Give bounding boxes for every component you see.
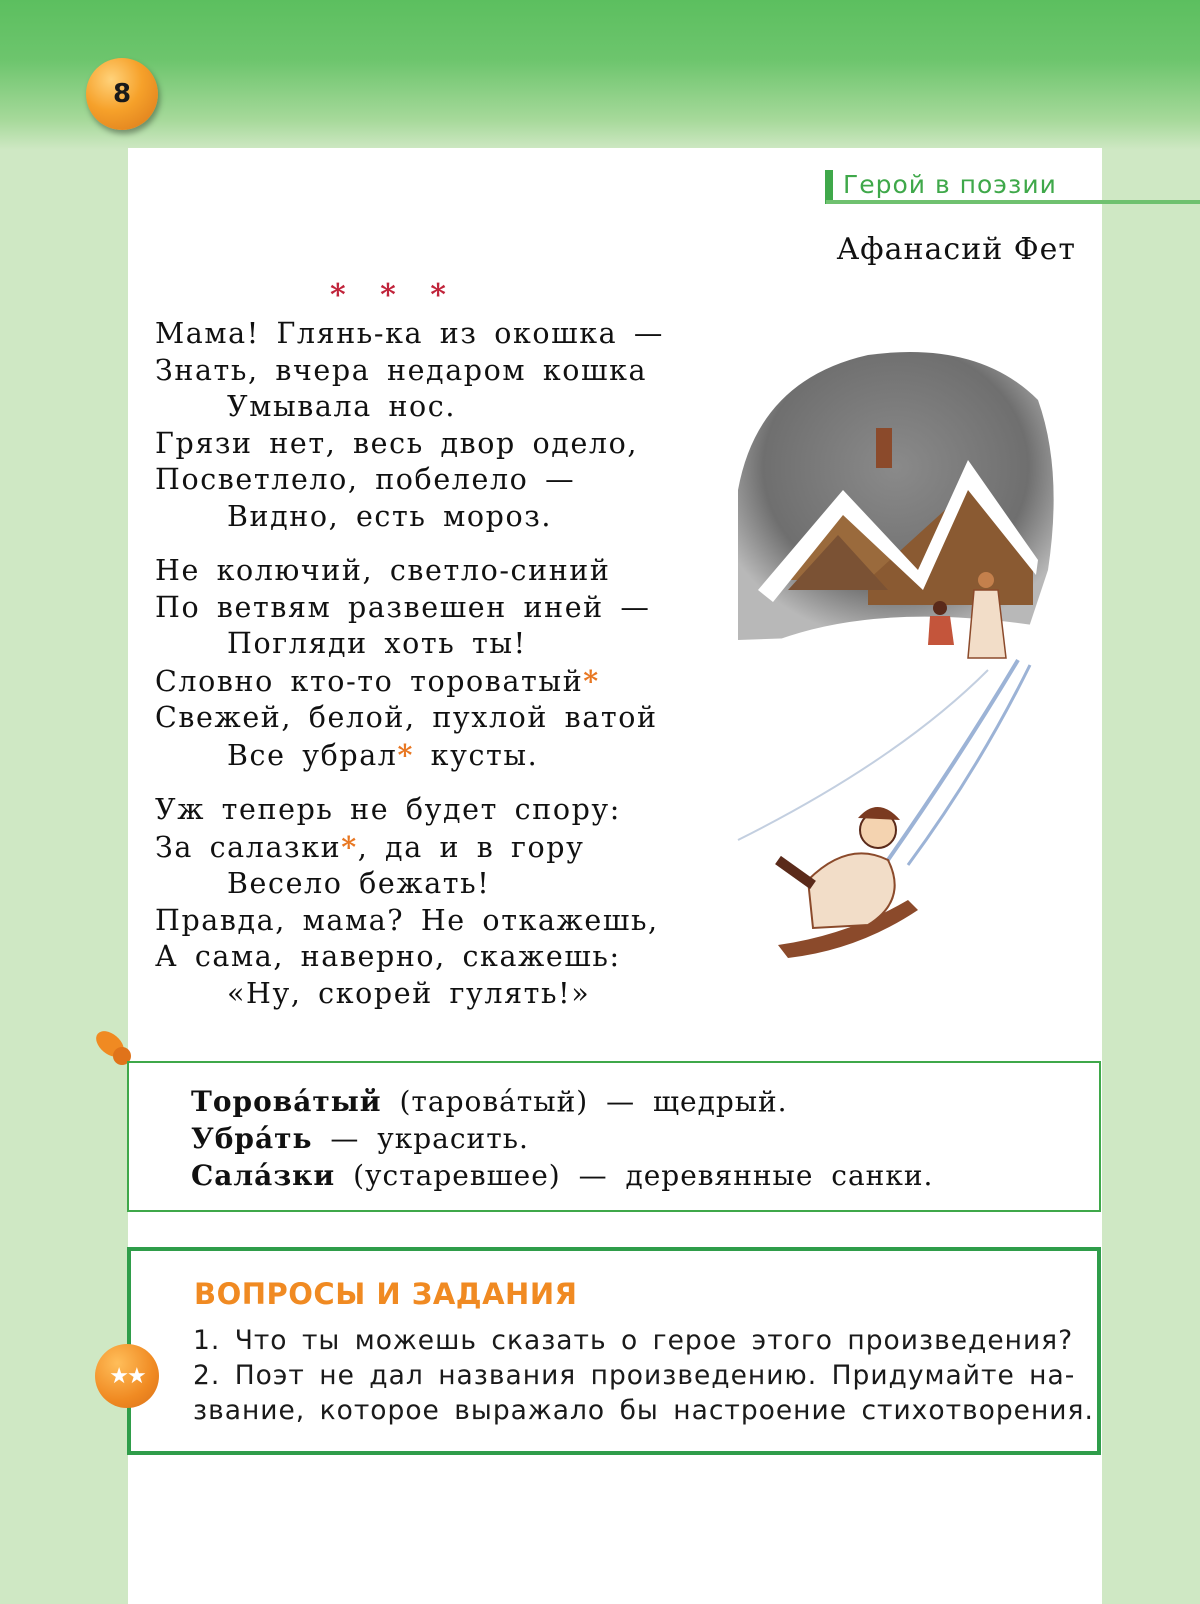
poem-line: Весело бежать! [227, 867, 491, 900]
poem-line: Умывала нос. [227, 390, 457, 423]
questions-list [193, 1323, 1094, 1428]
stanza-2 [155, 553, 664, 774]
questions-title: ВОПРОСЫ И ЗАДАНИЯ [194, 1277, 578, 1311]
question-line: 1. Что ты можешь сказать о герое этого произведения? [193, 1325, 1074, 1356]
question-line: звание, которое выражало бы настроение стихотворения. [193, 1395, 1094, 1426]
question-line: 2. Поэт не дал названия произведению. Придумайте на- [193, 1360, 1076, 1391]
glossary-term: Убра́ть [191, 1122, 313, 1155]
poem-line [155, 737, 664, 775]
section-title: Герой в поэзии [825, 170, 1057, 204]
poem-line: Мама! Глянь-ка из окошка — [155, 317, 664, 350]
glossary-entry [191, 1083, 1099, 1120]
poem-line: Не колючий, светло-синий [155, 554, 611, 587]
glossary-entry [191, 1120, 1099, 1157]
poem-line: А сама, наверно, скажешь: [155, 940, 621, 973]
poem-line: Знать, вчера недаром кошка [155, 353, 648, 387]
poem-line: По ветвям развешен иней — [155, 590, 651, 624]
poem-line: Посветлело, побелело — [155, 463, 576, 496]
poem-line: Погляди хоть ты! [227, 627, 527, 660]
poem-line-text: За салазки [155, 830, 342, 864]
poem-line: Правда, мама? Не откажешь, [155, 903, 659, 937]
glossary-box [127, 1061, 1101, 1212]
stanza-3 [155, 792, 664, 1012]
poem-line-text: кусты. [414, 738, 539, 772]
poem-line-text: Словно кто-то тороватый [155, 664, 584, 698]
poem-author: Афанасий Фет [836, 232, 1076, 267]
poem-text [155, 316, 664, 1030]
poem-line-text: , да и в гору [357, 830, 585, 864]
section-title-underline [826, 200, 1200, 204]
poem-line [155, 663, 664, 701]
glossary-entry [191, 1157, 1099, 1194]
questions-box [127, 1247, 1101, 1455]
poem-line: Свежей, белой, пухлой ватой [155, 701, 658, 734]
glossary-definition: — украсить. [312, 1122, 529, 1155]
difficulty-stars-icon: ★★ [95, 1344, 159, 1408]
glossary-term: Сала́зки [191, 1159, 336, 1192]
footnote-asterisk: * [397, 737, 415, 772]
footnote-asterisk: * [583, 663, 600, 698]
poem-line: Грязи нет, весь двор одело, [155, 426, 639, 460]
header-band [0, 0, 1200, 150]
glossary-definition: (устаревшее) — деревянные санки. [335, 1159, 934, 1192]
page-number-badge: 8 [86, 58, 158, 130]
glossary-definition: (тарова́тый) — щедрый. [381, 1085, 788, 1118]
footnote-asterisk: * [341, 829, 358, 864]
poem-line: «Ну, скорей гулять!» [227, 976, 591, 1010]
winter-sledding-illustration [718, 340, 1063, 990]
poem-line-text: Все убрал [227, 738, 398, 772]
poem-line [155, 829, 664, 867]
poem-line: Уж теперь не будет спору: [155, 793, 622, 826]
poem-title-asterisks: * * * [330, 278, 458, 313]
stanza-1 [155, 316, 664, 535]
poem-line: Видно, есть мороз. [227, 499, 553, 533]
glossary-term: Торова́тый [191, 1085, 382, 1118]
